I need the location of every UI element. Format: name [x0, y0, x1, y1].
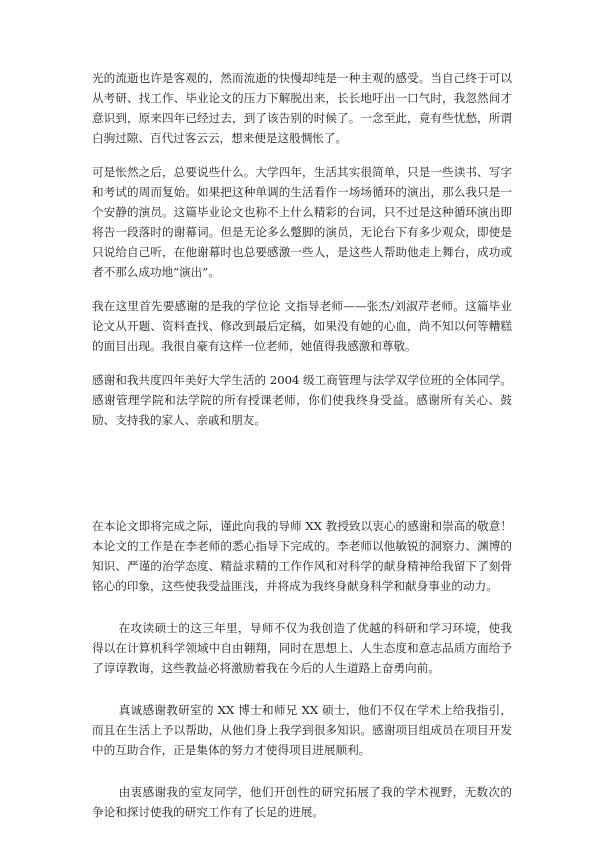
paragraph-master-years: 在攻读硕士的这三年里，导师不仅为我创造了优越的科研和学习环境，使我得以在计算机科学领域中自由翱翔，同时在思想上、人生态度和意志品质方面给予了谆谆教诲，这些教益必将激励着我在今后的人生道路上奋勇向前。	[92, 621, 512, 675]
paragraph-time-passing: 光的流逝也许是客观的，然而流逝的快慢却纯是一种主观的感受。当自己终于可以从考研、找工作、毕业论文的压力下解脱出来，长长地吁出一口气时，我忽然间才意识到，原来四年已经过去，到了该告别的时候了。一念至此，竟有些忧愁，所谓白驹过隙、百代过客云云，想来便是这般惆怅了。	[92, 71, 512, 145]
paragraph-thanks-advisor: 我在这里首先要感谢的是我的学位论 文指导老师——张杰/刘淑芹老师。这篇毕业论文从开题、资料查找、修改到最后定稿，如果没有她的心血，尚不知以何等糟糕的面目出现。我很自豪有这样一位老师，她值得我感激和尊敬。	[92, 299, 512, 353]
paragraph-thanks-classmates: 感谢和我共度四年美好大学生活的 2004 级工商管理与法学双学位班的全体同学。感谢管理学院和法学院的所有授课老师，你们使我终身受益。感谢所有关心、鼓励、支持我的家人、亲戚和朋友。	[92, 373, 512, 427]
paragraph-curtain-call: 可是怅然之后，总要说些什么。大学四年，生活其实很简单，只是一些读书、写字和考试的周而复始。如果把这种单调的生活看作一场场循环的演出，那么我只是一个安静的演员。这篇毕业论文也称不上什么精彩的台词，只不过是这种循环演出即将告一段落时的谢幕词。但是无论多么蹩脚的演员，无论台下有多少观众，即使是只说给自己听，在他谢幕时也总要感激一些人，是这些人帮助他走上舞台，成功或者不那么成功地“演出”。	[92, 165, 512, 279]
acknowledgement-top-section	[92, 68, 512, 444]
paragraph-thanks-professor: 在本论文即将完成之际，谨此向我的导师 XX 教授致以衷心的感谢和崇高的敬意！本论文的工作是在李老师的悉心指导下完成的。李老师以他敏锐的洞察力、渊博的知识、严谨的治学态度、精益求精的工作作风和对科学的献身精神给我留下了刻骨铭心的印象，这些使我受益匪浅，并将成为我终身献身科学和献身事业的动力。	[92, 519, 512, 593]
paragraph-thanks-roommates: 由衷感谢我的室友同学，他们开创性的研究拓展了我的学术视野，无数次的争论和探讨使我的研究工作有了长足的进展。	[92, 785, 512, 819]
acknowledgement-bottom-section	[92, 516, 512, 844]
paragraph-thanks-lab: 真诚感谢教研室的 XX 博士和师兄 XX 硕士，他们不仅在学术上给我指引，而且在生活上予以帮助，从他们身上我学到很多知识。感谢项目组成员在项目开发中的互助合作，正是集体的努力才使得项目进展顺利。	[92, 703, 512, 757]
